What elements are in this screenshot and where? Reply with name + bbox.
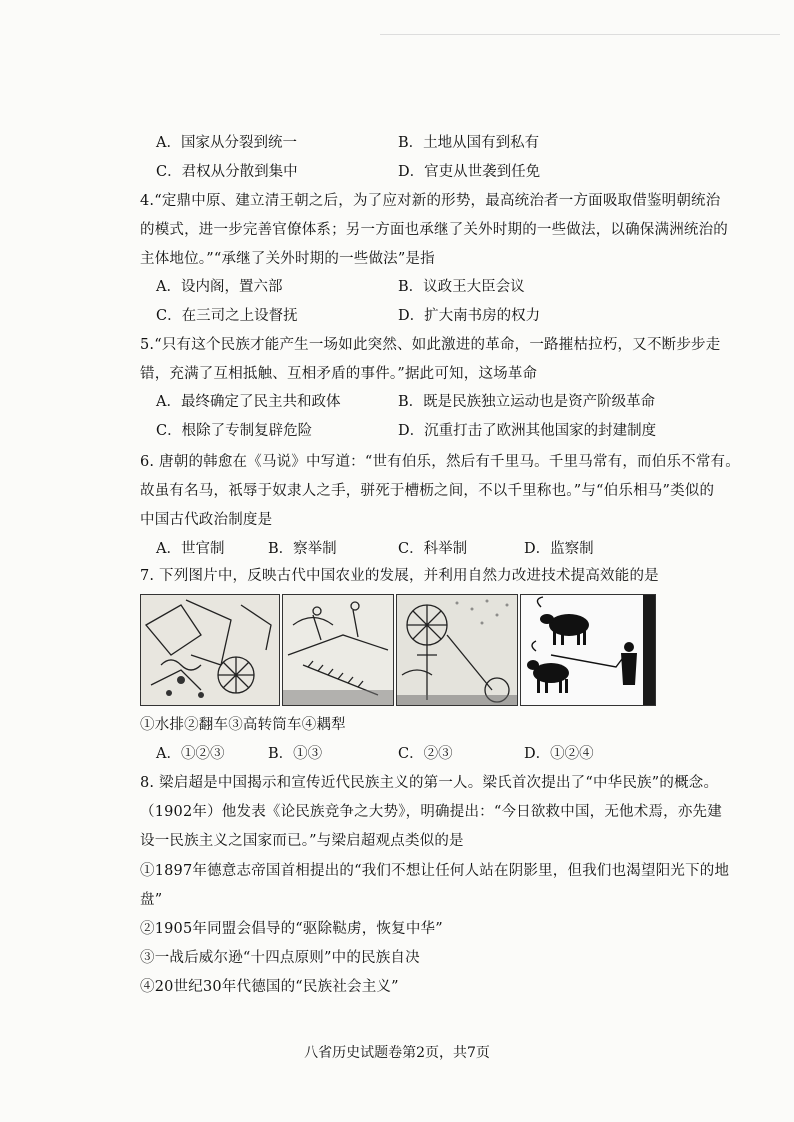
q6-stem-line1: 6. 唐朝的韩愈在《马说》中写道：“世有伯乐，然后有千里马。千里马常有，而伯乐不常有。 [140, 454, 740, 470]
q3-option-a: A．国家从分裂到统一 [156, 135, 297, 151]
q6-option-c: C．科举制 [398, 541, 468, 557]
q6-stem-line3: 中国古代政治制度是 [140, 512, 273, 528]
q4-option-a: A．设内阁，置六部 [156, 279, 283, 295]
q3-option-c: C．君权从分散到集中 [156, 164, 298, 180]
q7-image-strip [140, 594, 655, 704]
q6-stem-line2: 故虽有名马，祇辱于奴隶人之手，骈死于槽枥之间，不以千里称也。”与“伯乐相马”类似的 [140, 483, 715, 499]
q7-option-c: C．②③ [398, 746, 453, 762]
q4-option-c: C．在三司之上设督抚 [156, 308, 298, 324]
q6-option-a: A．世官制 [156, 541, 225, 557]
q7-option-d: D．①②④ [524, 746, 594, 762]
q8-item-2: ②1905年同盟会倡导的“驱除鞑虏，恢复中华” [140, 921, 443, 937]
q4-option-b: B．议政王大臣会议 [398, 279, 525, 295]
q5-option-b: B．既是民族独立运动也是资产阶级革命 [398, 394, 656, 410]
q4-stem-line2: 的模式，进一步完善官僚体系；另一方面也承继了关外时期的一些做法，以确保满洲统治的 [140, 222, 728, 238]
q7-option-a: A．①②③ [156, 746, 225, 762]
q5-stem-line2: 错，充满了互相抵触、互相矛盾的事件。”据此可知，这场革命 [140, 366, 538, 382]
q5-option-d: D．沉重打击了欧洲其他国家的封建制度 [398, 423, 657, 439]
q8-item-3: ③一战后威尔逊“十四点原则”中的民族自决 [140, 950, 420, 966]
q7-image-2-dragon-bone-waterwheel [282, 594, 394, 706]
q4-stem-line3: 主体地位。”“承继了关外时期的一些做法”是指 [140, 251, 435, 267]
scan-header-line [380, 34, 780, 35]
q7-image-3-high-lift-tube-wheel [396, 594, 518, 706]
q7-image-4-ox-plow [520, 594, 656, 706]
q4-stem-line1: 4.“定鼎中原、建立清王朝之后，为了应对新的形势，最高统治者一方面吸取借鉴明朝统治 [140, 193, 721, 209]
q7-stem: 7. 下列图片中，反映古代中国农业的发展，并利用自然力改进技术提高效能的是 [140, 568, 659, 584]
q6-option-d: D．监察制 [524, 541, 594, 557]
q7-image-labels: ①水排②翻车③高转筒车④耦犁 [140, 717, 346, 733]
q5-stem-line1: 5.“只有这个民族才能产生一场如此突然、如此激进的革命，一路摧枯拉朽，又不断步步走 [140, 337, 721, 353]
q4-option-d: D．扩大南书房的权力 [398, 308, 541, 324]
q8-item-1-line1: ①1897年德意志帝国首相提出的“我们不想让任何人站在阴影里，但我们也渴望阳光下的地 [140, 863, 730, 879]
q3-option-b: B．土地从国有到私有 [398, 135, 540, 151]
q5-option-c: C．根除了专制复辟危险 [156, 423, 313, 439]
q6-option-b: B．察举制 [268, 541, 337, 557]
q5-option-a: A．最终确定了民主共和政体 [156, 394, 341, 410]
q8-stem-line2: （1902年）他发表《论民族竞争之大势》，明确提出：“今日欲救中国，无他术焉，亦先建 [140, 804, 722, 820]
q3-option-d: D．官吏从世袭到任免 [398, 164, 541, 180]
q8-item-1-line2: 盘” [140, 892, 163, 908]
q8-stem-line1: 8. 梁启超是中国揭示和宣传近代民族主义的第一人。梁氏首次提出了“中华民族”的概念。 [140, 775, 719, 791]
q8-stem-line3: 设一民族主义之国家而已。”与梁启超观点类似的是 [140, 833, 464, 849]
q7-image-1-water-bellows [140, 594, 280, 706]
q8-item-4: ④20世纪30年代德国的“民族社会主义” [140, 979, 399, 995]
q7-option-b: B．①③ [268, 746, 323, 762]
page-footer: 八省历史试题卷第2页，共7页 [304, 1045, 490, 1061]
